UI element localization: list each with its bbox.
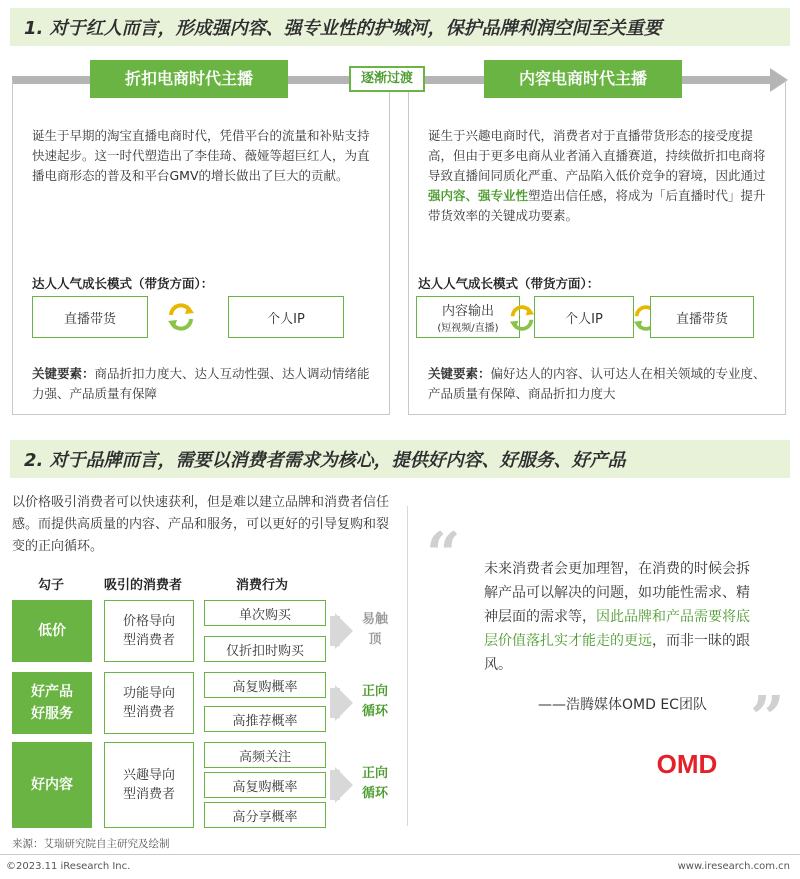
behavior-high-attention: 高频关注 [204, 742, 326, 768]
omd-logo [652, 748, 722, 780]
source-note: 来源：艾瑞研究院自主研究及绘制 [12, 838, 170, 850]
copyright: ©2023.11 iResearch Inc. [6, 861, 131, 872]
left-description: 诞生于早期的淘宝直播电商时代，凭借平台的流量和补贴支持快速起步。这一时代塑造出了李佳琦、薇娅等超巨红人，为直播电商形态的普及和平台GMV的增长做出了巨大的贡献。 [32, 128, 370, 183]
cycle-arrows-icon [508, 304, 536, 332]
open-quote-icon: “ [426, 520, 461, 590]
result-positive-loop-2: 正向 循环 [361, 766, 388, 801]
behavior-high-repurchase-2: 高复购概率 [204, 772, 326, 798]
col-head-consumer: 吸引的消费者 [104, 578, 183, 593]
left-era-label: 折扣电商时代主播 [90, 60, 288, 98]
section1-banner [10, 8, 790, 46]
transition-label: 逐渐过渡 [349, 66, 425, 92]
result-positive-loop: 正向 循环 [361, 684, 388, 719]
section1-title: 1. 对于红人而言，形成强内容、强专业性的护城河，保护品牌利润空间至关重要 [24, 18, 662, 39]
section2-intro: 以价格吸引消费者可以快速获利，但是难以建立品牌和消费者信任感。而提供高质量的内容、产品和服务，可以更好的引导复购和裂变的正向循环。 [12, 495, 390, 554]
left-key-factors: 关键要素：商品折扣力度大、达人互动性强、达人调动情绪能力强、产品质量有保障 [32, 366, 370, 401]
hook-low-price: 低价 [12, 600, 92, 662]
consumer-price-oriented: 价格导向 型消费者 [104, 600, 194, 662]
right-key-factors: 关键要素：偏好达人的内容、认可达人在相关领域的专业度、产品质量有保障、商品折扣力度大 [428, 366, 766, 401]
section2-title: 2. 对于品牌而言，需要以消费者需求为核心，提供好内容、好服务、好产品 [24, 450, 626, 471]
behavior-high-share: 高分享概率 [204, 802, 326, 828]
svg-text:OMD: OMD [656, 749, 718, 779]
behavior-high-recommend: 高推荐概率 [204, 706, 326, 732]
consumer-function-oriented: 功能导向 型消费者 [104, 672, 194, 734]
result-ceiling: 易触 顶 [361, 612, 388, 647]
behavior-discount-only: 仅折扣时购买 [204, 636, 326, 662]
footer-divider [0, 854, 800, 855]
mode-box-personal-ip-right: 个人IP [534, 296, 634, 338]
consumer-interest-oriented: 兴趣导向 型消费者 [104, 742, 194, 828]
cycle-arrows-icon [166, 302, 196, 332]
section-divider [407, 506, 408, 826]
mode-box-personal-ip: 个人IP [228, 296, 344, 338]
mode-box-content-output: 内容输出 (短视频/直播) [416, 296, 520, 338]
behavior-high-repurchase: 高复购概率 [204, 672, 326, 698]
left-mode-title: 达人人气成长模式（带货方面）： [32, 276, 214, 291]
quote-author: ——浩腾媒体OMD EC团队 [538, 697, 707, 713]
hook-good-content: 好内容 [12, 742, 92, 828]
quote-text: 未来消费者会更加理智，在消费的时候会拆解产品可以解决的问题，如功能性需求、精神层面的需求等，因此品牌和产品需要将底层价值落扎实才能走的更远，而非一昧的跟风。 [484, 561, 750, 673]
section2-banner [10, 440, 790, 478]
col-head-hook: 勾子 [38, 578, 65, 593]
close-quote-icon: ” [750, 684, 785, 754]
right-era-label: 内容电商时代主播 [484, 60, 682, 98]
behavior-single-purchase: 单次购买 [204, 600, 326, 626]
col-head-behavior: 消费行为 [236, 578, 289, 593]
website-link[interactable]: www.iresearch.com.cn [677, 861, 790, 872]
mode-box-livestream-right: 直播带货 [650, 296, 754, 338]
mode-box-livestream: 直播带货 [32, 296, 148, 338]
right-mode-title: 达人人气成长模式（带货方面）： [418, 276, 600, 291]
right-description: 诞生于兴趣电商时代，消费者对于直播带货形态的接受度提高，但由于更多电商从业者涌入直播赛道，持续做折扣电商将导致直播间同质化严重、产品陷入低价竞争的窘境，因此通过强内容、强专业性塑造出信任感，将成为「后直播时代」提升带货效率的关键成功要素。 [428, 128, 766, 223]
hook-good-product-service: 好产品 好服务 [12, 672, 92, 734]
